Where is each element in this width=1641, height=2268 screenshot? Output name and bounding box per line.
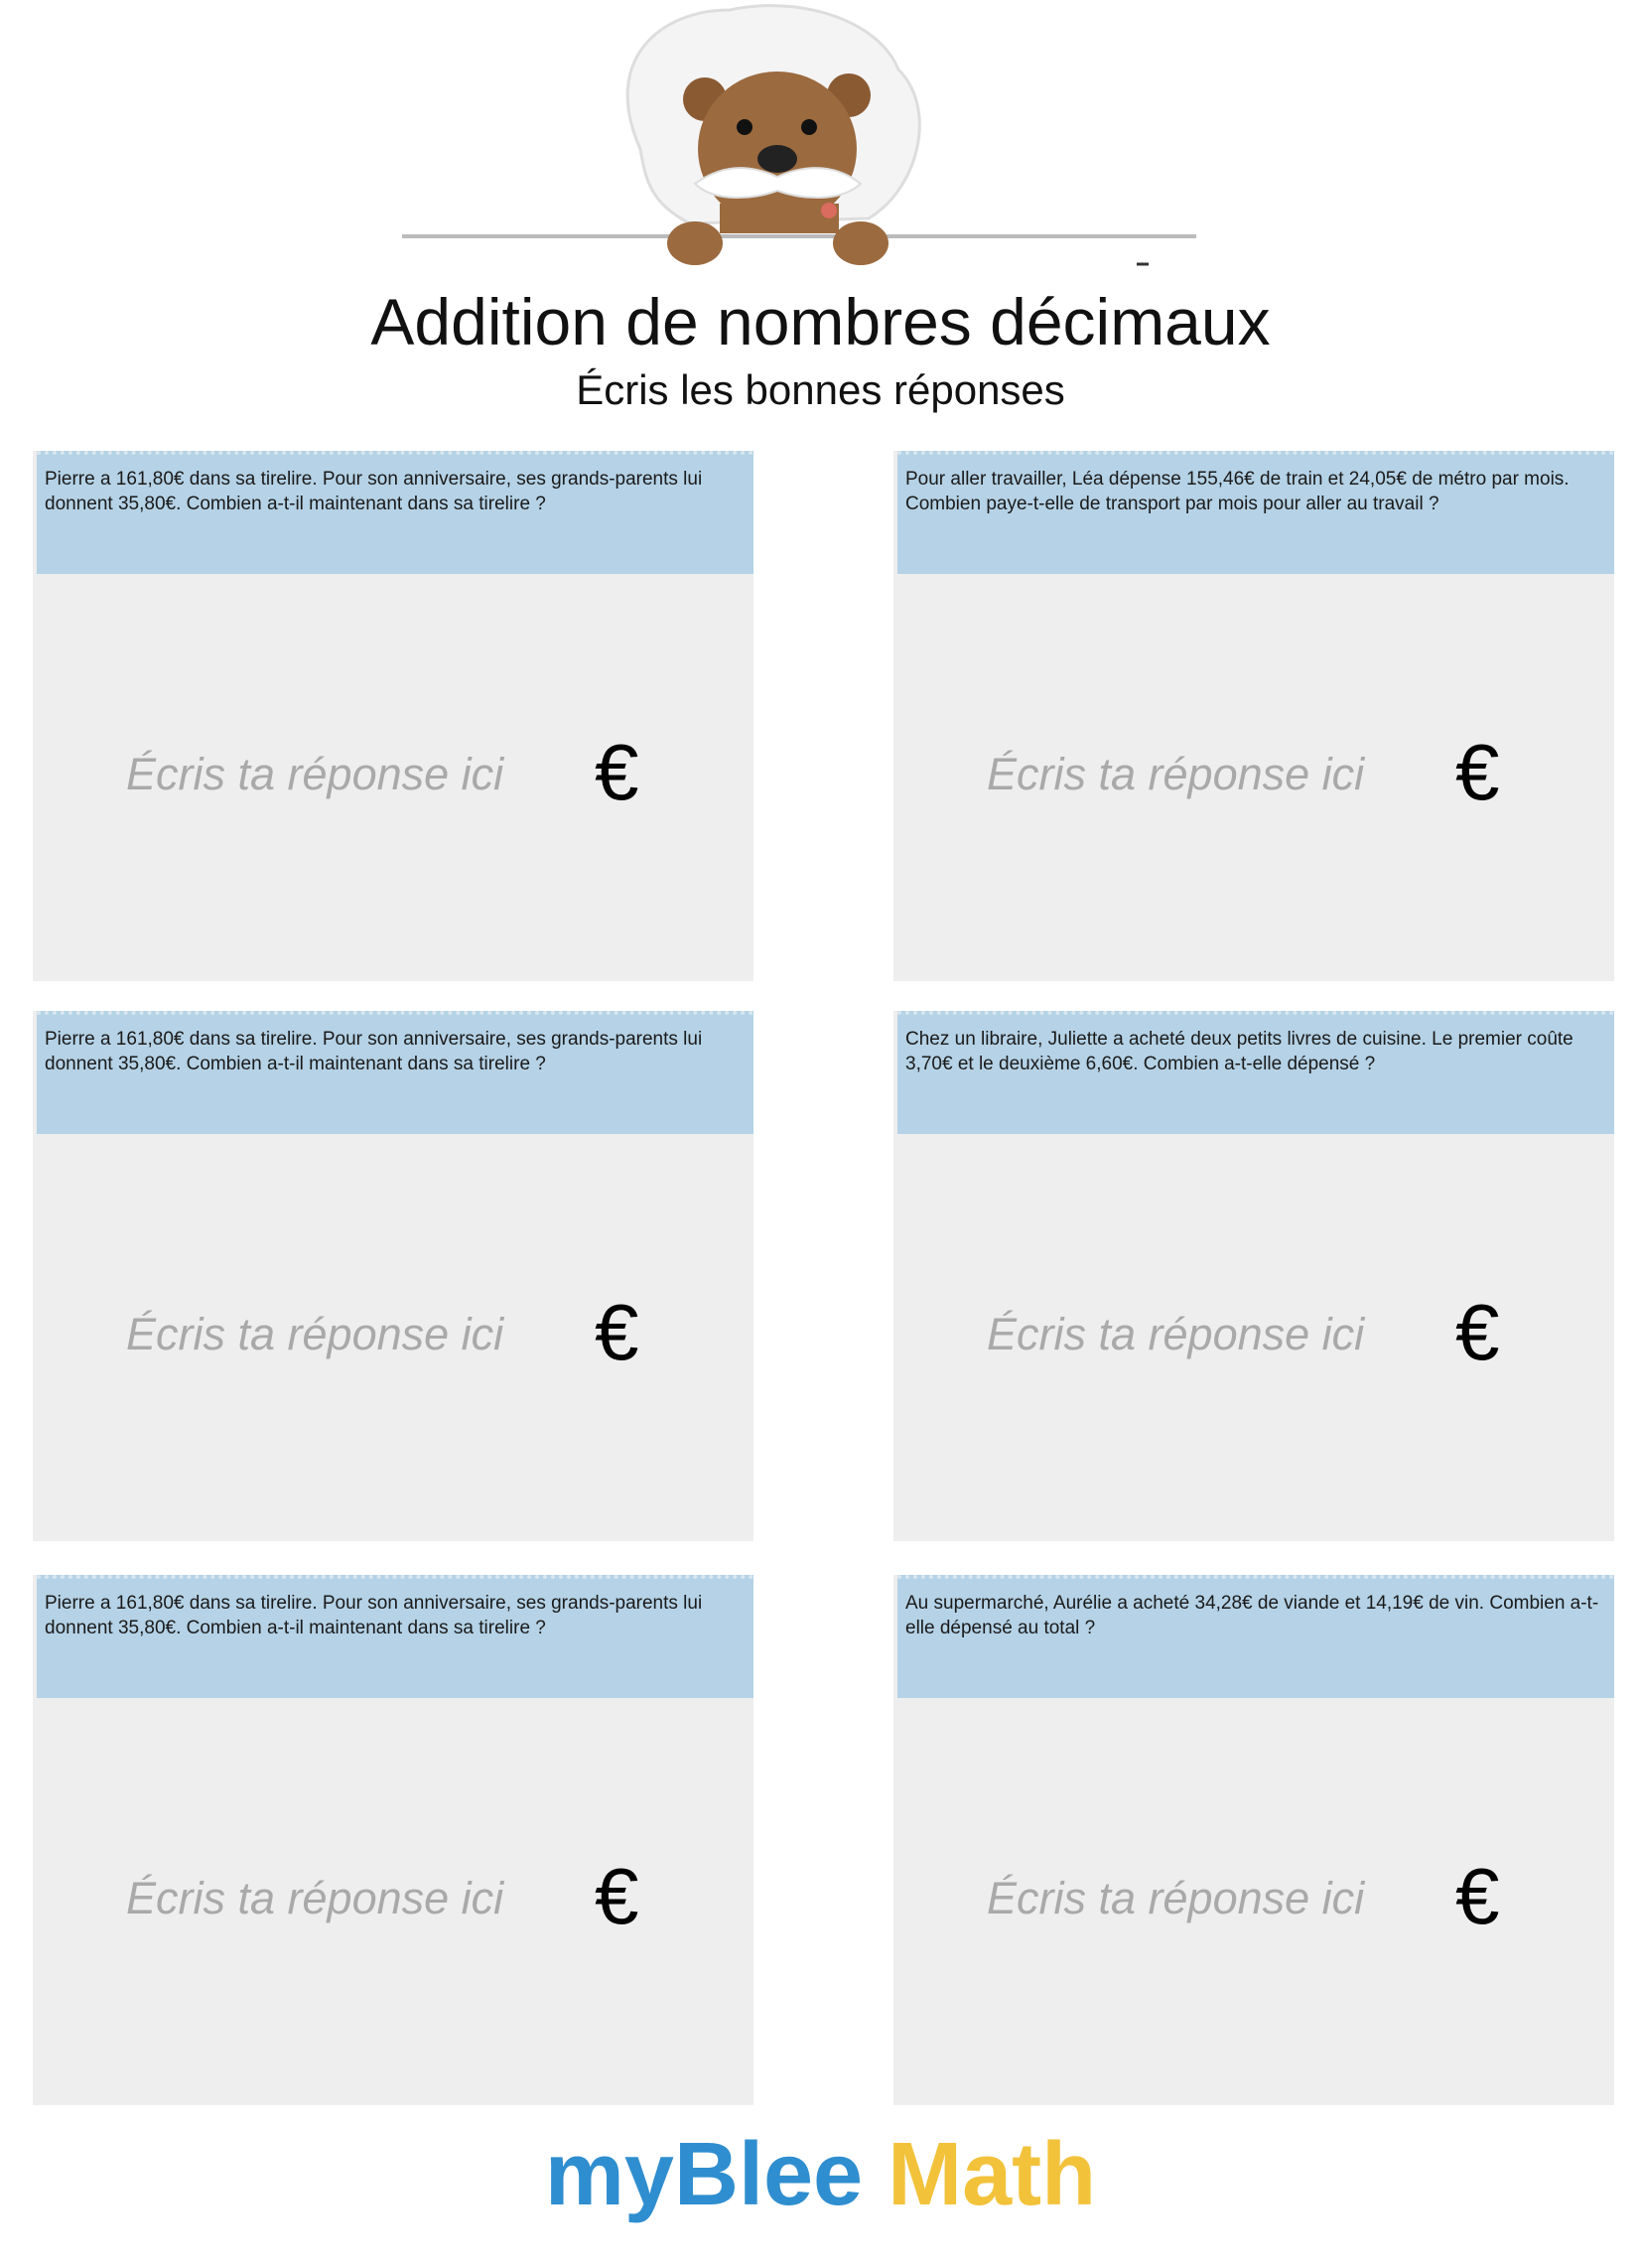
answer-field[interactable]: Écris ta réponse ici [126, 1873, 504, 1923]
answer-field[interactable]: Écris ta réponse ici [126, 749, 504, 799]
euro-sign: € [1455, 1288, 1500, 1376]
myblee-math-logo [0, 2125, 1641, 2224]
question-text: Pierre a 161,80€ dans sa tirelire. Pour son anniversaire, ses grands-parents lui donnent 35,80€. Combien a-t-il maintenant dans sa tirelire ? [45, 1593, 703, 1638]
exercise-card [893, 1575, 1614, 2105]
answer-field[interactable]: Écris ta réponse ici [987, 1309, 1365, 1359]
logo-part-math: Math [863, 2125, 1097, 2224]
question-band [37, 451, 753, 574]
question-band [897, 451, 1614, 574]
question-band [37, 1575, 753, 1698]
question-text: Pour aller travailler, Léa dépense 155,46€ de train et 24,05€ de métro par mois. Combien paye-t-elle de transport par mois pour aller au travail ? [905, 469, 1570, 514]
page-subtitle: Écris les bonnes réponses [576, 366, 1065, 413]
exercise-card [33, 1011, 753, 1541]
question-text: Pierre a 161,80€ dans sa tirelire. Pour son anniversaire, ses grands-parents lui donnent 35,80€. Combien a-t-il maintenant dans sa tirelire ? [45, 1029, 703, 1074]
euro-sign: € [595, 1288, 639, 1376]
euro-sign: € [1455, 728, 1500, 816]
question-text: Chez un libraire, Juliette a acheté deux petits livres de cuisine. Le premier coûte 3,70€ et le deuxième 6,60€. Combien a-t-elle dépensé ? [905, 1029, 1573, 1074]
question-band [897, 1011, 1614, 1134]
page-title: Addition de nombres décimaux [370, 285, 1271, 358]
exercise-card [893, 451, 1614, 981]
answer-field[interactable]: Écris ta réponse ici [126, 1309, 504, 1359]
logo-part-myblee: myBlee [544, 2125, 864, 2224]
bear-mascot-icon [402, 0, 1236, 270]
question-band [897, 1575, 1614, 1698]
answer-field[interactable]: Écris ta réponse ici [987, 749, 1365, 799]
answer-field[interactable]: Écris ta réponse ici [987, 1873, 1365, 1923]
exercise-card [33, 451, 753, 981]
euro-sign: € [595, 728, 639, 816]
euro-sign: € [595, 1852, 639, 1940]
euro-sign: € [1455, 1852, 1500, 1940]
exercise-card [893, 1011, 1614, 1541]
question-text: Pierre a 161,80€ dans sa tirelire. Pour son anniversaire, ses grands-parents lui donnent 35,80€. Combien a-t-il maintenant dans sa tirelire ? [45, 469, 703, 514]
question-band [37, 1011, 753, 1134]
question-text: Au supermarché, Aurélie a acheté 34,28€ de viande et 14,19€ de vin. Combien a-t-elle dépensé au total ? [905, 1593, 1599, 1638]
exercise-card [33, 1575, 753, 2105]
